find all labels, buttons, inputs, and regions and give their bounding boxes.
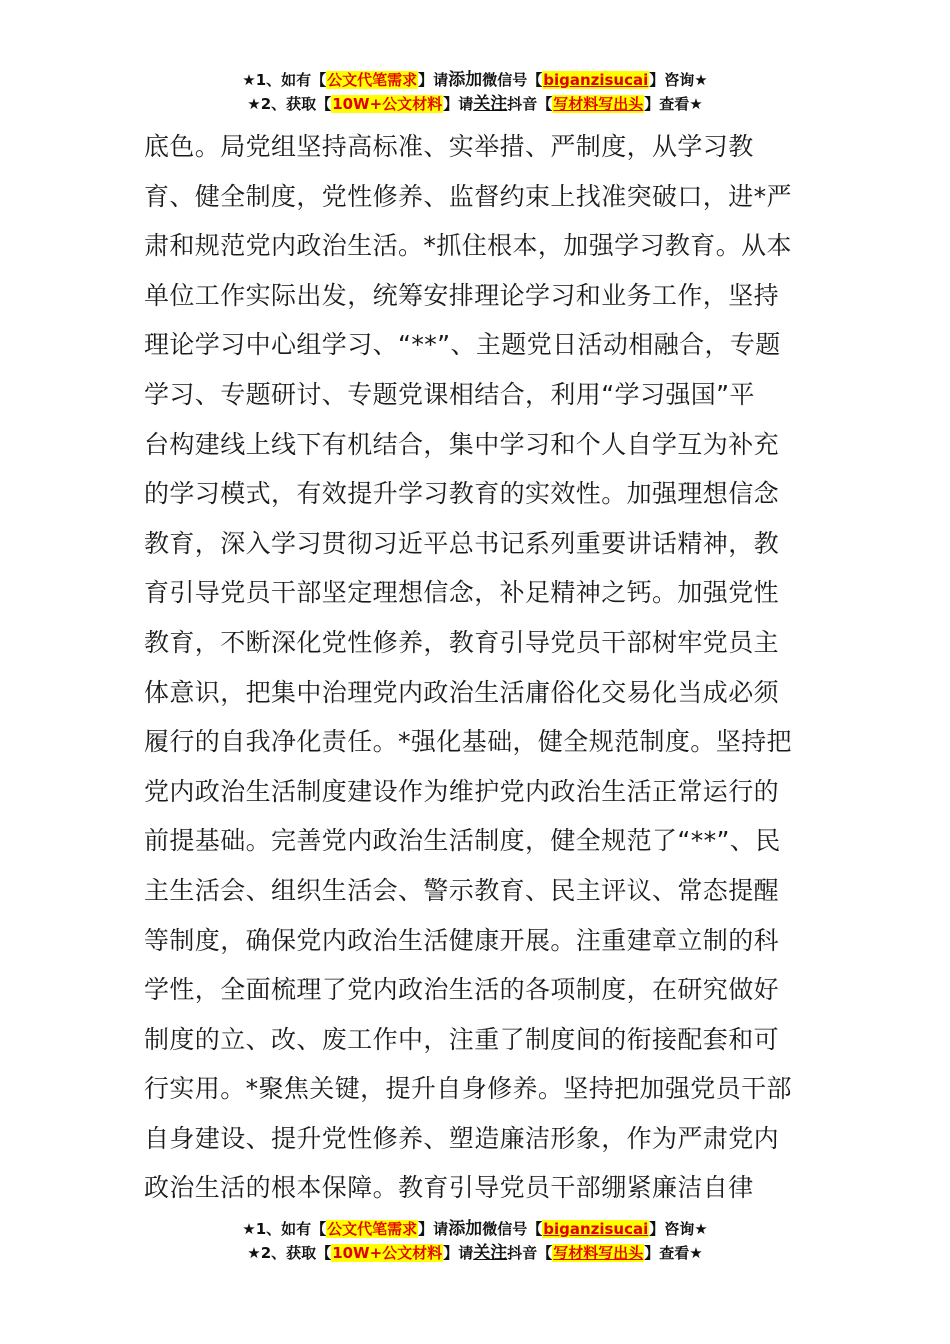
banner-highlight-service: 公文代笔需求 <box>327 71 418 89</box>
footer-line-1-mid: 】请 <box>418 1220 449 1238</box>
body-text-line: 的学习模式，有效提升学习教育的实效性。加强理想信念 <box>144 479 780 509</box>
body-text-line: 教育，不断深化党性修养，教育引导党员干部树牢党员主 <box>144 627 780 657</box>
body-text-line: 学习、专题研讨、专题党课相结合，利用“学习强国”平 <box>144 379 755 409</box>
banner-line-1 <box>0 68 950 92</box>
body-text-line: 单位工作实际出发，统筹安排理论学习和业务工作，坚持 <box>144 280 780 310</box>
banner-wechat-id[interactable]: biganzisucai <box>543 71 649 89</box>
body-text-line: 主生活会、组织生活会、警示教育、民主评议、常态提醒 <box>144 875 780 905</box>
banner-douyin-account[interactable]: 写材料写出头 <box>553 95 644 113</box>
banner-line-1-mid: 】请 <box>418 71 449 89</box>
footer-highlight-materials: 10W+公文材料 <box>332 1244 443 1262</box>
footer-emphasis-follow: 关注 <box>473 1243 508 1263</box>
footer-banner <box>0 1217 950 1265</box>
banner-line-2-mid: 】请 <box>443 95 474 113</box>
body-text-line: 前提基础。完善党内政治生活制度，健全规范了“**”、民 <box>144 826 781 856</box>
banner-highlight-materials: 10W+公文材料 <box>332 95 443 113</box>
body-text-line: 制度的立、改、废工作中，注重了制度间的衔接配套和可 <box>144 1024 780 1054</box>
document-body <box>144 122 808 1213</box>
footer-line-1-mid2: 微信号【 <box>482 1220 543 1238</box>
body-text-line: 自身建设、提升党性修养、塑造廉洁形象，作为严肃党内 <box>144 1123 780 1153</box>
body-text-line: 政治生活的根本保障。教育引导党员干部绷紧廉洁自律 <box>144 1173 754 1203</box>
banner-emphasis-follow: 关注 <box>473 94 508 114</box>
body-text-line: 行实用。*聚焦关键，提升自身修养。坚持把加强党员干部 <box>144 1074 792 1104</box>
body-text-line: 体意识，把集中治理党内政治生活庸俗化交易化当成必须 <box>144 677 780 707</box>
footer-line-1-prefix: ★1、如有【 <box>242 1220 327 1238</box>
footer-line-2-suffix: 】查看★ <box>644 1244 703 1262</box>
footer-wechat-id[interactable]: biganzisucai <box>543 1220 649 1238</box>
banner-emphasis-add: 添加 <box>448 70 483 90</box>
body-text-line: 育引导党员干部坚定理想信念，补足精神之钙。加强党性 <box>144 578 780 608</box>
body-text-line: 等制度，确保党内政治生活健康开展。注重建章立制的科 <box>144 925 780 955</box>
body-text-line: 教育，深入学习贯彻习近平总书记系列重要讲话精神，教 <box>144 528 780 558</box>
body-text-line: 党内政治生活制度建设作为维护党内政治生活正常运行的 <box>144 776 780 806</box>
banner-line-2-suffix: 】查看★ <box>644 95 703 113</box>
banner-line-1-suffix: 】咨询★ <box>649 71 708 89</box>
body-text-line: 育、健全制度，党性修养、监督约束上找准突破口，进*严 <box>144 181 792 211</box>
body-text-line: 台构建线上线下有机结合，集中学习和个人自学互为补充 <box>144 429 780 459</box>
footer-banner-line-1 <box>0 1217 950 1241</box>
footer-emphasis-add: 添加 <box>448 1219 483 1239</box>
footer-line-2-mid: 】请 <box>443 1244 474 1262</box>
footer-line-2-mid2: 抖音【 <box>507 1244 553 1262</box>
body-text-line: 学性，全面梳理了党内政治生活的各项制度，在研究做好 <box>144 975 780 1005</box>
footer-douyin-account[interactable]: 写材料写出头 <box>553 1244 644 1262</box>
footer-highlight-service: 公文代笔需求 <box>327 1220 418 1238</box>
footer-line-2-prefix: ★2、获取【 <box>247 1244 332 1262</box>
body-text-line: 理论学习中心组学习、“**”、主题党日活动相融合，专题 <box>144 330 781 360</box>
body-text-line: 肃和规范党内政治生活。*抓住根本，加强学习教育。从本 <box>144 231 792 261</box>
header-banner <box>0 68 950 116</box>
banner-line-2-mid2: 抖音【 <box>507 95 553 113</box>
banner-line-1-prefix: ★1、如有【 <box>242 71 327 89</box>
footer-banner-line-2 <box>0 1241 950 1265</box>
body-text-line: 履行的自我净化责任。*强化基础，健全规范制度。坚持把 <box>144 727 792 757</box>
body-text-line: 底色。局党组坚持高标准、实举措、严制度，从学习教 <box>144 132 754 161</box>
banner-line-2 <box>0 92 950 116</box>
banner-line-2-prefix: ★2、获取【 <box>247 95 332 113</box>
banner-line-1-mid2: 微信号【 <box>482 71 543 89</box>
footer-line-1-suffix: 】咨询★ <box>649 1220 708 1238</box>
